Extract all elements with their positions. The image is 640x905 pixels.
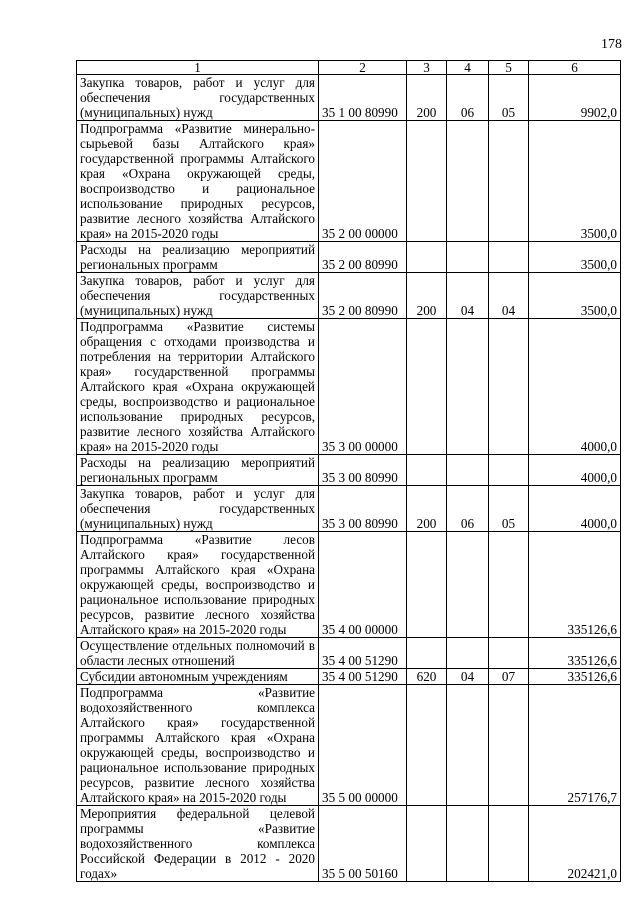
cell-rz (447, 455, 489, 486)
header-row (77, 61, 621, 75)
table-row (77, 806, 621, 882)
cell-rz: 06 (447, 75, 489, 121)
cell-pr (489, 121, 529, 242)
table-row (77, 685, 621, 806)
cell-name: Расходы на реализацию мероприятий региональных программ (77, 242, 319, 273)
cell-vr (407, 121, 447, 242)
col-header-name: 1 (77, 61, 319, 75)
table-row (77, 486, 621, 532)
cell-amount: 4000,0 (529, 455, 621, 486)
col-header-code: 2 (319, 61, 407, 75)
cell-name: Закупка товаров, работ и услуг для обеспечения государственных (муниципальных) нужд (77, 486, 319, 532)
cell-code: 35 3 00 00000 (319, 319, 407, 455)
cell-pr (489, 455, 529, 486)
cell-code: 35 4 00 51290 (319, 638, 407, 669)
cell-amount: 202421,0 (529, 806, 621, 882)
cell-name: Подпрограмма «Развитие минерально-сырьевой базы Алтайского края» государственной программы Алтайского края «Охрана окружающей среды, воспроизводство и рациональное использование природных ресурсов, развитие лесного хозяйства Алтайского края» на 2015-2020 годы (77, 121, 319, 242)
cell-name: Закупка товаров, работ и услуг для обеспечения государственных (муниципальных) нужд (77, 273, 319, 319)
cell-pr (489, 685, 529, 806)
cell-vr: 200 (407, 273, 447, 319)
cell-amount: 3500,0 (529, 121, 621, 242)
cell-vr (407, 806, 447, 882)
cell-code: 35 2 00 80990 (319, 273, 407, 319)
cell-vr: 200 (407, 75, 447, 121)
cell-pr (489, 242, 529, 273)
cell-name: Мероприятия федеральной целевой программы «Развитие водохозяйственного комплекса Российской Федерации в 2012 - 2020 годах» (77, 806, 319, 882)
cell-pr: 04 (489, 273, 529, 319)
col-header-amount: 6 (529, 61, 621, 75)
col-header-rz: 4 (447, 61, 489, 75)
cell-amount: 335126,6 (529, 532, 621, 638)
page-number: 178 (601, 37, 622, 52)
cell-pr (489, 806, 529, 882)
cell-vr (407, 242, 447, 273)
cell-rz (447, 806, 489, 882)
cell-code: 35 2 00 00000 (319, 121, 407, 242)
table-row (77, 242, 621, 273)
cell-vr (407, 455, 447, 486)
cell-vr (407, 685, 447, 806)
cell-name: Подпрограмма «Развитие водохозяйственного комплекса Алтайского края» государственной программы Алтайского края «Охрана окружающей среды, воспроизводство и рациональное использование природных ресурсов, развитие лесного хозяйства Алтайского края» на 2015-2020 годы (77, 685, 319, 806)
table-row (77, 455, 621, 486)
cell-name: Субсидии автономным учреждениям (77, 669, 319, 685)
cell-code: 35 4 00 51290 (319, 669, 407, 685)
cell-amount: 335126,6 (529, 669, 621, 685)
cell-code: 35 1 00 80990 (319, 75, 407, 121)
cell-rz: 04 (447, 273, 489, 319)
col-header-pr: 5 (489, 61, 529, 75)
cell-code: 35 2 00 80990 (319, 242, 407, 273)
cell-pr (489, 638, 529, 669)
col-header-vr: 3 (407, 61, 447, 75)
cell-pr: 05 (489, 75, 529, 121)
cell-amount: 4000,0 (529, 319, 621, 455)
cell-rz: 06 (447, 486, 489, 532)
cell-vr: 620 (407, 669, 447, 685)
table-row (77, 121, 621, 242)
cell-pr: 07 (489, 669, 529, 685)
cell-amount: 4000,0 (529, 486, 621, 532)
cell-rz (447, 685, 489, 806)
cell-name: Расходы на реализацию мероприятий региональных программ (77, 455, 319, 486)
cell-name: Осуществление отдельных полномочий в области лесных отношений (77, 638, 319, 669)
cell-code: 35 5 00 50160 (319, 806, 407, 882)
cell-vr: 200 (407, 486, 447, 532)
cell-pr (489, 532, 529, 638)
cell-name: Подпрограмма «Развитие лесов Алтайского края» государственной программы Алтайского края «Охрана окружающей среды, воспроизводство и рациональное использование природных ресурсов, развитие лесного хозяйства Алтайского края» на 2015-2020 годы (77, 532, 319, 638)
budget-table (76, 60, 621, 882)
cell-code: 35 3 00 80990 (319, 486, 407, 532)
cell-name: Подпрограмма «Развитие системы обращения с отходами производства и потребления на территории Алтайского края» государственной программы Алтайского края «Охрана окружающей среды, воспроизводство и рациональное использование природных ресурсов, развитие лесного хозяйства Алтайского края» на 2015-2020 годы (77, 319, 319, 455)
cell-rz (447, 121, 489, 242)
cell-name: Закупка товаров, работ и услуг для обеспечения государственных (муниципальных) нужд (77, 75, 319, 121)
table-row (77, 638, 621, 669)
cell-amount: 3500,0 (529, 242, 621, 273)
cell-code: 35 3 00 80990 (319, 455, 407, 486)
cell-vr (407, 532, 447, 638)
cell-code: 35 5 00 00000 (319, 685, 407, 806)
cell-rz (447, 638, 489, 669)
table-row (77, 532, 621, 638)
cell-amount: 257176,7 (529, 685, 621, 806)
cell-pr (489, 319, 529, 455)
cell-rz (447, 319, 489, 455)
cell-code: 35 4 00 00000 (319, 532, 407, 638)
table-row (77, 319, 621, 455)
cell-rz (447, 532, 489, 638)
table-row (77, 273, 621, 319)
table-row (77, 75, 621, 121)
cell-amount: 9902,0 (529, 75, 621, 121)
cell-vr (407, 319, 447, 455)
cell-vr (407, 638, 447, 669)
cell-pr: 05 (489, 486, 529, 532)
cell-rz (447, 242, 489, 273)
cell-amount: 335126,6 (529, 638, 621, 669)
cell-amount: 3500,0 (529, 273, 621, 319)
table-row (77, 669, 621, 685)
cell-rz: 04 (447, 669, 489, 685)
